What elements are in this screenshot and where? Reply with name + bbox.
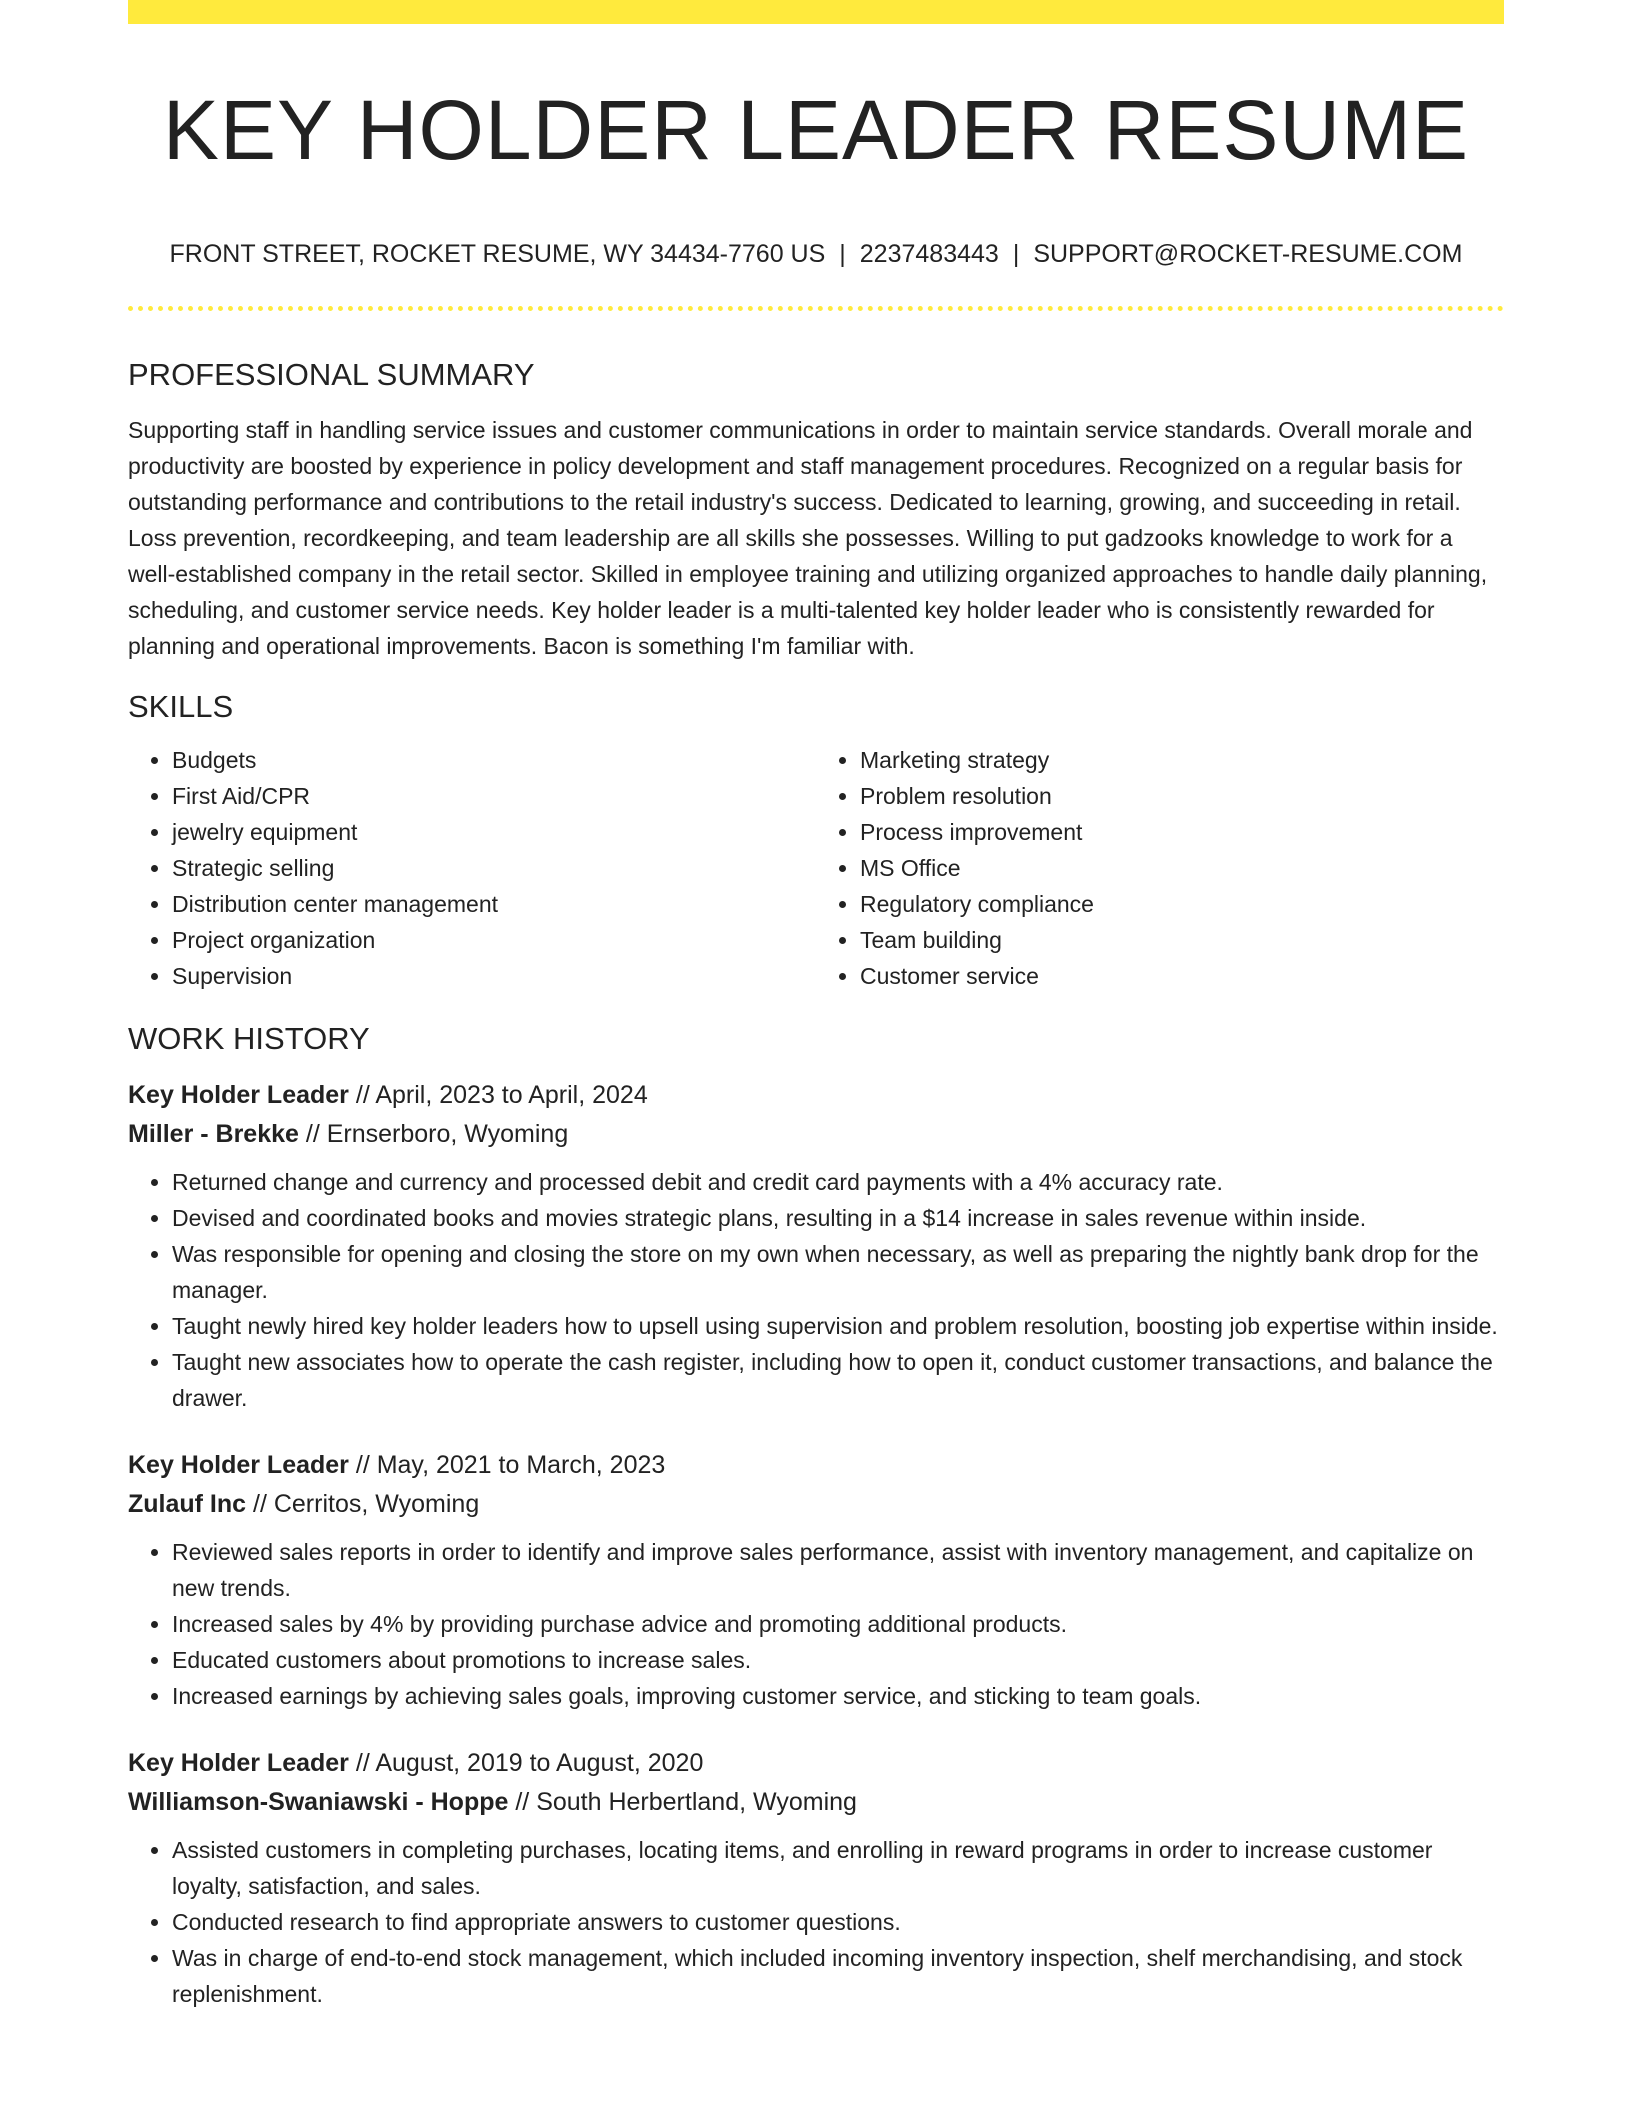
job-bullet: • Assisted customers in completing purchases, locating items, and enrolling in reward programs in order to increase customer loyalty, satisfaction, and sales.: [172, 1832, 1504, 1904]
contact-address: FRONT STREET, ROCKET RESUME, WY 34434-7760 US: [169, 240, 826, 268]
job-dates: // May, 2021 to March, 2023: [348, 1451, 666, 1479]
job-title-line: [128, 1076, 1504, 1115]
contact-separator: |: [839, 240, 846, 268]
job-dates: // April, 2023 to April, 2024: [348, 1081, 648, 1109]
skill-item: • Regulatory compliance: [860, 886, 1504, 922]
contact-phone: 2237483443: [859, 240, 999, 268]
job-bullets: [128, 1164, 1504, 1416]
contact-separator: |: [1012, 240, 1020, 268]
job-company-line: [128, 1783, 1504, 1822]
skill-item: • First Aid/CPR: [172, 778, 816, 814]
job-bullets: [128, 1832, 1504, 2012]
job-title: Key Holder Leader: [128, 1749, 349, 1777]
job-company: Miller - Brekke: [128, 1120, 299, 1148]
job-location: // Ernserboro, Wyoming: [298, 1120, 569, 1148]
job-title-line: [128, 1744, 1504, 1783]
skill-item: • Distribution center management: [172, 886, 816, 922]
skill-item: • jewelry equipment: [172, 814, 816, 850]
skill-item: • Supervision: [172, 958, 816, 994]
job-title: Key Holder Leader: [128, 1451, 349, 1479]
skills-heading: SKILLS: [128, 689, 234, 724]
resume-body: [128, 350, 1504, 2012]
skill-item: • Marketing strategy: [860, 742, 1504, 778]
skill-item: • MS Office: [860, 850, 1504, 886]
job-bullet: • Returned change and currency and processed debit and credit card payments with a 4% accuracy rate.: [172, 1164, 1504, 1200]
job-bullet: • Taught new associates how to operate the cash register, including how to open it, conduct customer transactions, and balance the drawer.: [172, 1344, 1504, 1416]
contact-line: [128, 236, 1504, 272]
job-location: // Cerritos, Wyoming: [246, 1490, 480, 1518]
job-company: Zulauf Inc: [128, 1490, 247, 1518]
skill-item: • Customer service: [860, 958, 1504, 994]
skill-item: • Team building: [860, 922, 1504, 958]
accent-bar: [128, 0, 1504, 24]
job-bullet: • Educated customers about promotions to increase sales.: [172, 1642, 1504, 1678]
job-title-line: [128, 1446, 1504, 1485]
skill-item: • Project organization: [172, 922, 816, 958]
job-bullet: • Conducted research to find appropriate answers to customer questions.: [172, 1904, 1504, 1940]
job-bullet: • Increased earnings by achieving sales goals, improving customer service, and sticking to team goals.: [172, 1678, 1504, 1714]
summary-text: Supporting staff in handling service issues and customer communications in order to maintain service standards. Overall morale and productivity are boosted by experience in policy development and staff management procedures. Recognized on a regular basis for outstanding performance and contributions to the retail industry's success. Dedicated to learning, growing, and succeeding in retail. Loss prevention, recordkeeping, and team leadership are all skills she possesses. Willing to put gadzooks knowledge to work for a well-established company in the retail sector. Skilled in employee training and utilizing organized approaches to handle daily planning, scheduling, and customer service needs. Key holder leader is a multi-talented key holder leader who is consistently rewarded for planning and operational improvements. Bacon is something I'm familiar with.: [128, 417, 1488, 659]
resume-title: KEY HOLDER LEADER RESUME: [162, 83, 1470, 177]
job-company-line: [128, 1485, 1504, 1524]
skill-item: • Problem resolution: [860, 778, 1504, 814]
job-entry: [128, 1076, 1504, 1416]
job-bullet: • Increased sales by 4% by providing purchase advice and promoting additional products.: [172, 1606, 1504, 1642]
skill-item: • Process improvement: [860, 814, 1504, 850]
job-bullet: • Devised and coordinated books and movies strategic plans, resulting in a $14 increase in sales revenue within inside.: [172, 1200, 1504, 1236]
skill-item: • Strategic selling: [172, 850, 816, 886]
work-history-heading: WORK HISTORY: [128, 1021, 370, 1056]
job-entry: [128, 1446, 1504, 1714]
skills-right-column: [816, 742, 1504, 994]
job-bullet: • Was responsible for opening and closing the store on my own when necessary, as well as preparing the nightly bank drop for the manager.: [172, 1236, 1504, 1308]
job-company-line: [128, 1115, 1504, 1154]
skills-grid: [128, 742, 1504, 994]
job-title: Key Holder Leader: [128, 1081, 349, 1109]
job-company: Williamson-Swaniawski - Hoppe: [128, 1788, 509, 1816]
job-dates: // August, 2019 to August, 2020: [348, 1749, 704, 1777]
skill-item: • Budgets: [172, 742, 816, 778]
job-location: // South Herbertland, Wyoming: [508, 1788, 857, 1816]
job-bullet: • Was in charge of end-to-end stock management, which included incoming inventory inspection, shelf merchandising, and stock replenishment.: [172, 1940, 1504, 2012]
summary-heading: PROFESSIONAL SUMMARY: [128, 357, 535, 392]
job-bullet: • Reviewed sales reports in order to identify and improve sales performance, assist with inventory management, and capitalize on new trends.: [172, 1534, 1504, 1606]
job-entry: [128, 1744, 1504, 2012]
job-bullets: [128, 1534, 1504, 1714]
skills-left-column: [128, 742, 816, 994]
job-bullet: • Taught newly hired key holder leaders how to upsell using supervision and problem resolution, boosting job expertise within inside.: [172, 1308, 1504, 1344]
contact-email: SUPPORT@ROCKET-RESUME.COM: [1033, 240, 1463, 268]
header-divider: [128, 306, 1504, 311]
